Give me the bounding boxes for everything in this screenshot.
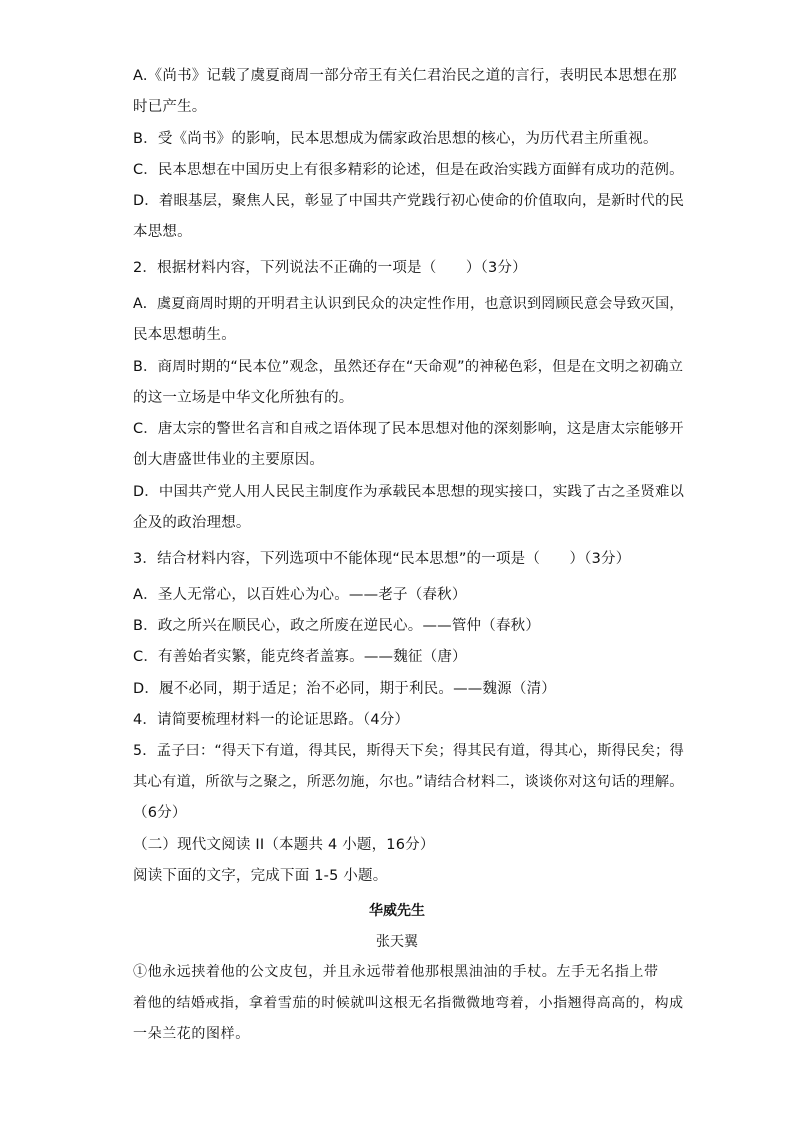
option-2a-line-2: 民本思想萌生。 [133, 327, 236, 343]
story-paragraph-line-1: ①他永远挟着他的公文皮包，并且永远带着他那根黑油油的手杖。左手无名指上带 [133, 964, 659, 980]
story-paragraph-line-3: 一朵兰花的图样。 [133, 1026, 250, 1042]
question-5-line-3: （6分） [133, 805, 187, 821]
option-2c-line-2: 创大唐盛世伟业的主要原因。 [133, 452, 325, 468]
story-paragraph-line-2: 着他的结婚戒指，拿着雪茄的时候就叫这根无名指微微地弯着，小指翘得高高的，构成 [133, 995, 684, 1011]
option-3a: A．圣人无常心，以百姓心为心。——老子（春秋） [133, 587, 467, 603]
option-2b-line-1: B．商周时期的“民本位”观念，虽然还存在“天命观”的神秘色彩，但是在文明之初确立 [133, 359, 684, 375]
story-author: 张天翼 [376, 934, 418, 950]
option-2d-line-2: 企及的政治理想。 [133, 515, 251, 531]
option-1a-line-1: A.《尚书》记载了虞夏商周一部分帝王有关仁君治民之道的言行，表明民本思想在那 [133, 68, 677, 84]
option-3b: B．政之所兴在顺民心，政之所废在逆民心。——管仲（春秋） [133, 618, 541, 634]
option-2c-line-1: C．唐太宗的警世名言和自戒之语体现了民本思想对他的深刻影响，这是唐太宗能够开 [133, 421, 684, 437]
option-2b-line-2: 的这一立场是中华文化所独有的。 [133, 390, 354, 406]
option-1d-line-2: 本思想。 [133, 224, 192, 240]
question-4: 4．请简要梳理材料一的论证思路。（4分） [133, 712, 410, 728]
question-5-line-2: 其心有道，所欲与之聚之，所恶勿施，尔也。”请结合材料二，谈谈你对这句话的理解。 [133, 774, 684, 790]
option-2d-line-1: D．中国共产党人用人民民主制度作为承载民本思想的现实接口，实践了古之圣贤难以 [133, 484, 685, 500]
option-3d: D．履不必同，期于适足；治不必同，期于利民。——魏源（清） [133, 681, 556, 697]
section-heading: （二）现代文阅读 II（本题共 4 小题，16分） [133, 837, 435, 853]
reading-instruction: 阅读下面的文字，完成下面 1-5 小题。 [133, 868, 388, 884]
option-3c: C．有善始者实繁，能克终者盖寡。——魏征（唐） [133, 649, 467, 665]
option-1d-line-1: D．着眼基层，聚焦人民，彰显了中国共产党践行初心使命的价值取向，是新时代的民 [133, 193, 685, 209]
question-3: 3．结合材料内容，下列选项中不能体现“民本思想”的一项是（ ）（3分） [133, 551, 631, 567]
option-1c: C．民本思想在中国历史上有很多精彩的论述，但是在政治实践方面鲜有成功的范例。 [133, 162, 684, 178]
option-2a-line-1: A．虞夏商周时期的开明君主认识到民众的决定性作用，也意识到罔顾民意会导致灭国， [133, 296, 684, 312]
question-5-line-1: 5．孟子曰：“得天下有道，得其民，斯得天下矣；得其民有道，得其心，斯得民矣；得 [133, 743, 684, 759]
question-2: 2．根据材料内容，下列说法不正确的一项是（ ）（3分） [133, 260, 527, 276]
option-1b: B．受《尚书》的影响，民本思想成为儒家政治思想的核心，为历代君主所重视。 [133, 131, 658, 147]
story-title: 华威先生 [369, 903, 425, 919]
option-1a-line-2: 时已产生。 [133, 99, 207, 115]
